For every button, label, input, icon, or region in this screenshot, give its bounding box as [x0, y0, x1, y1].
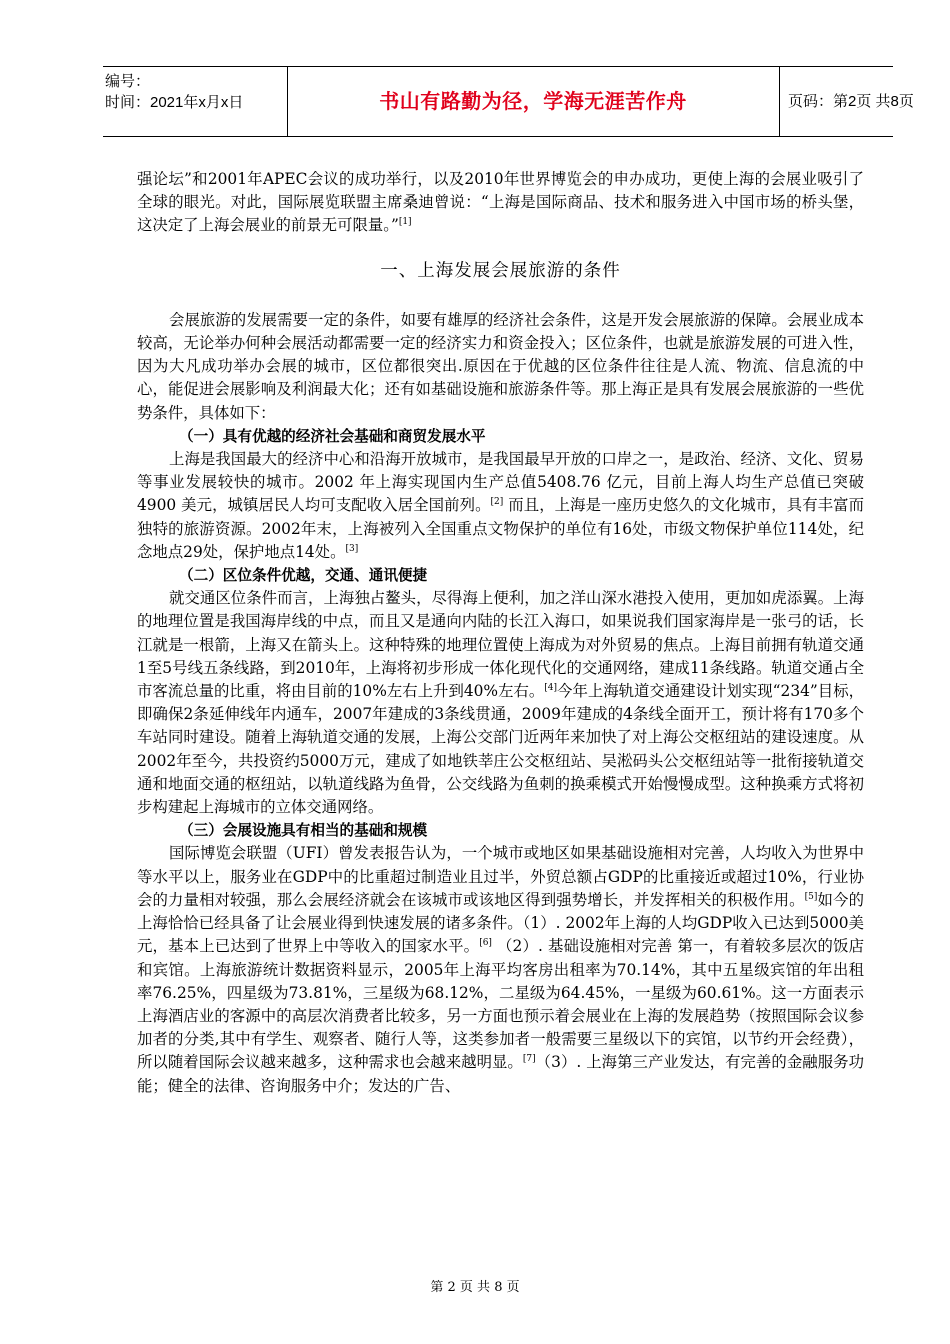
citation: [6] [479, 938, 492, 949]
paragraph-text: 而且，上海是一座历史悠久的文化城市，具有丰富而独特的旅游资源。2002年末，上海被列入全国重点文物保护的单位有16处，市级文物保护单位114处，纪念地点29处，保护地点14处。 [137, 496, 864, 561]
subsection-title: （一）具有优越的经济社会基础和商贸发展水平 [179, 427, 486, 445]
paragraph-text: （2）. 基础设施相对完善 第一，有着较多层次的饭店和宾馆。上海旅游统计数据资料显示，2005年上海平均客房出租率为70.14%，其中五星级宾馆的年出租率76.25%，四星级为73.81%，三星级为68.12%，二星级为64.45%，一星级为60.61%。这一方面表示上海酒店业的客源中的高层次消费者比较多，另一方面也预示着会展业在上海的发展趋势（按照国际会议参加者的分类,其中有学生、观察者、随行人等，这类参加者一般需要三星级以下的宾馆，以节约开会经费），所以随着国际会议越来越多，这种需求也会越来越明显。 [137, 937, 864, 1072]
time-label: 时间：2021年x月x日 [105, 94, 244, 111]
paragraph [137, 587, 864, 819]
section-heading: 一、上海发展会展旅游的条件 [380, 260, 621, 281]
paragraph-text: 就交通区位条件而言，上海独占鳌头，尽得海上便利，加之洋山深水港投入使用，更加如虎添翼。上海的地理位置是我国海岸线的中点，而且又是通向内陆的长江入海口，如果说我们国家海岸是一张弓的话，长江就是一根箭，上海又在箭头上。这种特殊的地理位置使上海成为对外贸易的焦点。上海目前拥有轨道交通1至5号线五条线路，到2010年，上海将初步形成一体化现代化的交通网络，建成11条线路。轨道交通占全市客流总量的比重，将由目前的10%左右上升到40%左右。 [137, 589, 864, 701]
paragraph-text: 今年上海轨道交通建设计划实现“234”目标，即确保2条延伸线年内通车，2007年建成的3条线贯通，2009年建成的4条线全面开工，预计将有170多个车站同时建设。随着上海轨道交通的发展，上海公交部门近两年来加快了对上海公交枢纽站的建设速度。从2002年至今，共投资约5000万元，建成了如地铁莘庄公交枢纽站、吴淞码头公交枢纽站等一批衔接轨道交通和地面交通的枢纽站，以轨道线路为鱼骨，公交线路为鱼刺的换乘模式开始慢慢成型。这种换乘方式将初步构建起上海城市的立体交通网络。 [137, 682, 864, 817]
motto-text: 书山有路勤为径，学海无涯苦作舟 [379, 89, 687, 113]
page-number-label: 页码：第2页 共8页 [788, 93, 914, 110]
citation: [5] [804, 891, 818, 902]
document-body [137, 168, 864, 1098]
header-meta [103, 67, 288, 136]
paragraph-text: （3）. 上海第三产业发达，有完善的金融服务功能；健全的法律、咨询服务中介；发达的广告、 [137, 1053, 864, 1095]
page-header [103, 66, 914, 137]
number-label: 编号： [105, 73, 151, 90]
paragraph-text: 国际博览会联盟（UFI）曾发表报告认为，一个城市或地区如果基础设施相对完善，人均收入为世界中等水平以上，服务业在GDP中的比重超过制造业且过半，外贸总额占GDP的比重接近或超过10%，行业协会的力量相对较强，那么会展经济就会在该城市或该地区得到强势增长，并发挥相关的积极作用。 [137, 844, 864, 909]
paragraph-text: 上海是我国最大的经济中心和沿海开放城市，是我国最早开放的口岸之一，是政治、经济、文化、贸易等事业发展较快的城市。2002 年上海实现国内生产总值5408.76 亿元，目前上海人均生产总值已突破 4900 美元，城镇居民人均可支配收入居全国前列。 [137, 450, 864, 515]
header-page [780, 67, 914, 136]
intro-text: 强论坛”和2001年APEC会议的成功举行，以及2010年世界博览会的申办成功，更使上海的会展业吸引了全球的眼光。对此，国际展览联盟主席桑迪曾说：“上海是国际商品、技术和服务进入中国市场的桥头堡，这决定了上海会展业的前景无可限量。” [137, 170, 864, 235]
paragraph [137, 448, 864, 564]
paragraph [137, 842, 864, 1097]
page-footer: 第 2 页 共 8 页 [430, 1280, 520, 1295]
citation: [4] [544, 683, 558, 694]
citation: [3] [345, 543, 359, 554]
header-motto [287, 67, 780, 136]
citation: [7] [522, 1054, 536, 1065]
subsection-title: （二）区位条件优越，交通、通讯便捷 [179, 567, 428, 585]
subsection-title: （三）会展设施具有相当的基础和规模 [179, 822, 428, 840]
paragraph-text: 如今的上海恰恰已经具备了让会展业得到快速发展的诸多条件。（1）. 2002年上海的人均GDP收入已达到5000美元，基本上已达到了世界上中等收入的国家水平。 [137, 890, 864, 956]
citation: [2] [490, 497, 504, 508]
intro-paragraph [137, 168, 864, 238]
citation: [1] [398, 217, 412, 228]
paragraph: 会展旅游的发展需要一定的条件，如要有雄厚的经济社会条件，这是开发会展旅游的保障。会展业成本较高，无论举办何种会展活动都需要一定的经济实力和资金投入；区位条件，也就是旅游发展的可进入性，因为大凡成功举办会展的城市，区位都很突出.原因在于优越的区位条件往往是人流、物流、信息流的中心，能促进会展影响及利润最大化；还有如基础设施和旅游条件等。那上海正是具有发展会展旅游的一些优势条件，具体如下： [137, 310, 864, 422]
